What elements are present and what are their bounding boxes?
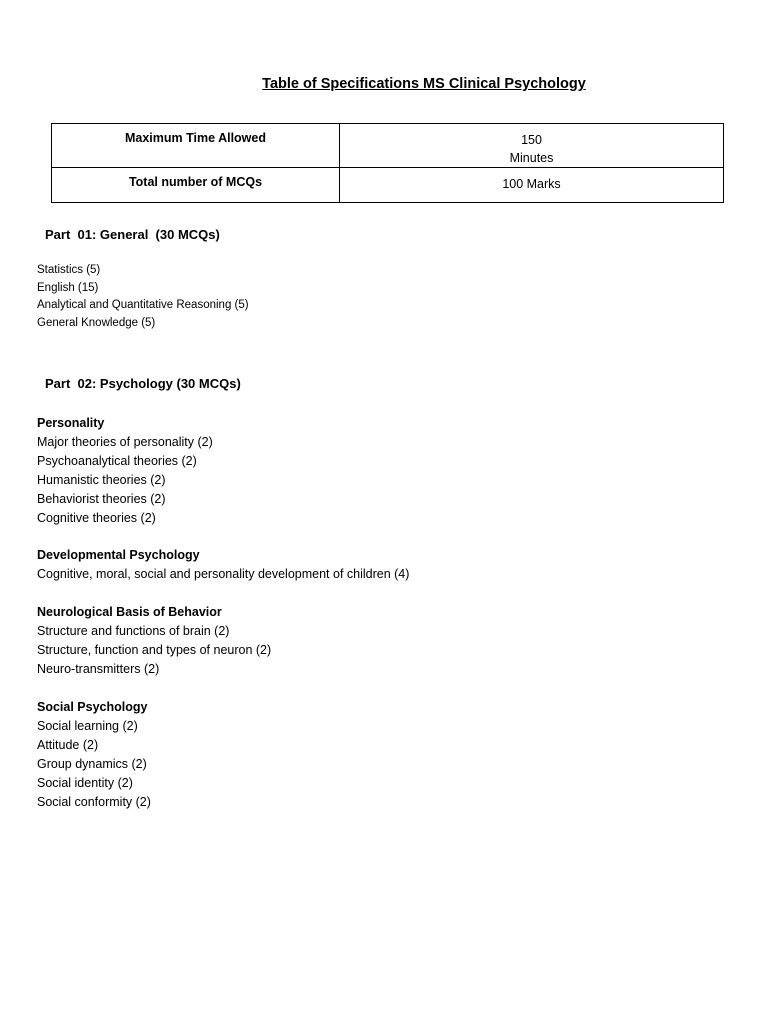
section-topic-list [37, 433, 213, 528]
section-title: Neurological Basis of Behavior [37, 605, 222, 619]
mcq-count-label: Total number of MCQs [52, 168, 340, 203]
part2-heading: Part 02: Psychology (30 MCQs) [45, 376, 241, 391]
section-topic-list [37, 565, 409, 584]
list-item: Statistics (5) [37, 264, 101, 276]
list-item: Psychoanalytical theories (2) [37, 454, 197, 468]
list-item: Group dynamics (2) [37, 757, 147, 771]
section-developmental-psychology [37, 546, 409, 584]
section-topic-list [37, 717, 151, 812]
list-item: Social learning (2) [37, 719, 138, 733]
list-item: Structure, function and types of neuron (2) [37, 643, 272, 657]
list-item: Analytical and Quantitative Reasoning (5) [37, 299, 249, 311]
list-item: Social conformity (2) [37, 795, 151, 809]
list-item: Social identity (2) [37, 776, 133, 790]
specifications-table [51, 123, 724, 203]
time-allowed-label: Maximum Time Allowed [52, 124, 340, 168]
list-item: Cognitive, moral, social and personality development of children (4) [37, 567, 410, 581]
section-title: Social Psychology [37, 700, 148, 714]
section-personality [37, 414, 213, 528]
document-title: Table of Specifications MS Clinical Psychology [262, 76, 586, 92]
list-item: Humanistic theories (2) [37, 473, 166, 487]
section-title: Developmental Psychology [37, 548, 200, 562]
list-item: Behaviorist theories (2) [37, 492, 166, 506]
section-social-psychology [37, 698, 151, 812]
section-title: Personality [37, 416, 105, 430]
part1-heading: Part 01: General (30 MCQs) [45, 227, 220, 242]
list-item: General Knowledge (5) [37, 316, 156, 329]
list-item: Major theories of personality (2) [37, 435, 213, 449]
time-allowed-value-number: 150 [521, 133, 542, 147]
time-allowed-value [340, 124, 724, 168]
list-item: Neuro-transmitters (2) [37, 662, 160, 676]
list-item: Cognitive theories (2) [37, 511, 156, 525]
mcq-count-value [340, 168, 724, 203]
part1-topic-list [37, 262, 249, 332]
section-topic-list [37, 622, 271, 679]
time-allowed-value-unit: Minutes [509, 151, 554, 165]
table-row [52, 168, 724, 203]
list-item: Attitude (2) [37, 738, 99, 752]
section-neurological-basis [37, 603, 271, 679]
table-row [52, 124, 724, 168]
list-item: English (15) [37, 281, 99, 294]
list-item: Structure and functions of brain (2) [37, 624, 230, 638]
mcq-count-value-text: 100 Marks [502, 177, 561, 191]
